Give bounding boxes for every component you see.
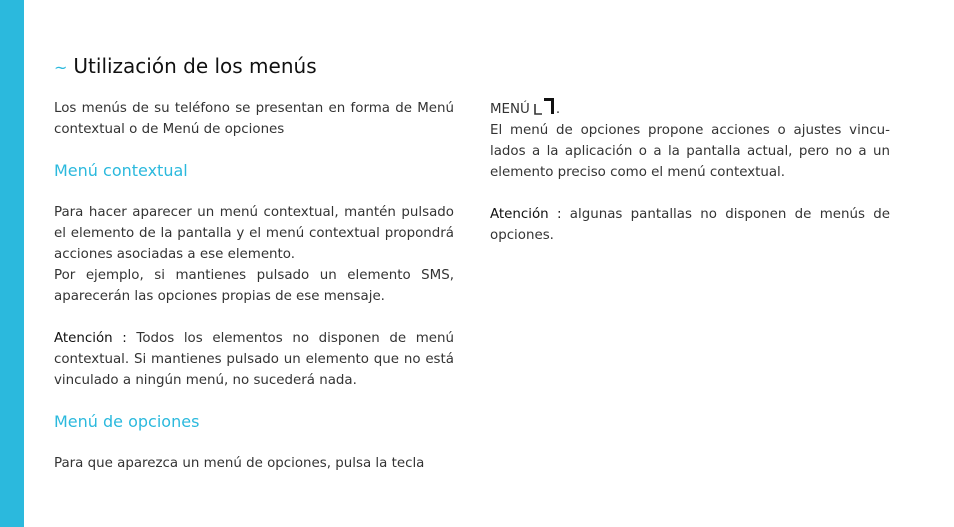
menu-period: .	[555, 102, 561, 117]
attention-label: Atención :	[54, 331, 127, 346]
menu-key-icon	[534, 98, 554, 115]
side-accent-bar	[0, 0, 24, 527]
menu-word: MENÚ	[490, 102, 530, 117]
page-title-text: Utilización de los menús	[73, 54, 317, 78]
contextual-attention-paragraph	[54, 328, 454, 391]
left-column	[54, 98, 454, 474]
options-description: El menú de opciones propone acciones o ajustes vincu-lados a la aplicación o a la pantalla actual, pero no a un elemento preciso como el menú contextual.	[490, 123, 890, 180]
right-column	[490, 98, 890, 246]
title-marker: ~	[54, 58, 68, 77]
contextual-menu-heading: Menú contextual	[54, 161, 188, 180]
intro-paragraph: Los menús de su teléfono se presentan en forma de Menú contextual o de Menú de opciones	[54, 101, 454, 137]
attention-label: Atención :	[490, 207, 562, 222]
attention-text: Todos los elementos no disponen de menú contextual. Si mantienes pulsado un elemento que no está vinculado a ningún menú, no sucederá nada.	[54, 331, 454, 388]
options-attention-paragraph	[490, 204, 890, 246]
page-title	[54, 52, 317, 82]
options-paragraph-1: Para que aparezca un menú de opciones, pulsa la tecla	[54, 456, 425, 471]
options-menu-heading: Menú de opciones	[54, 412, 200, 431]
contextual-paragraph-1: Para hacer aparecer un menú contextual, mantén pulsado el elemento de la pantalla y el menú contextual propondrá acciones asociadas a ese elemento.	[54, 205, 454, 262]
attention-text: algunas pantallas no disponen de menús de opciones.	[490, 207, 890, 243]
contextual-paragraph-2: Por ejemplo, si mantienes pulsado un elemento SMS, aparecerán las opciones propias de ese mensaje.	[54, 268, 454, 304]
menu-key-line	[490, 98, 890, 120]
